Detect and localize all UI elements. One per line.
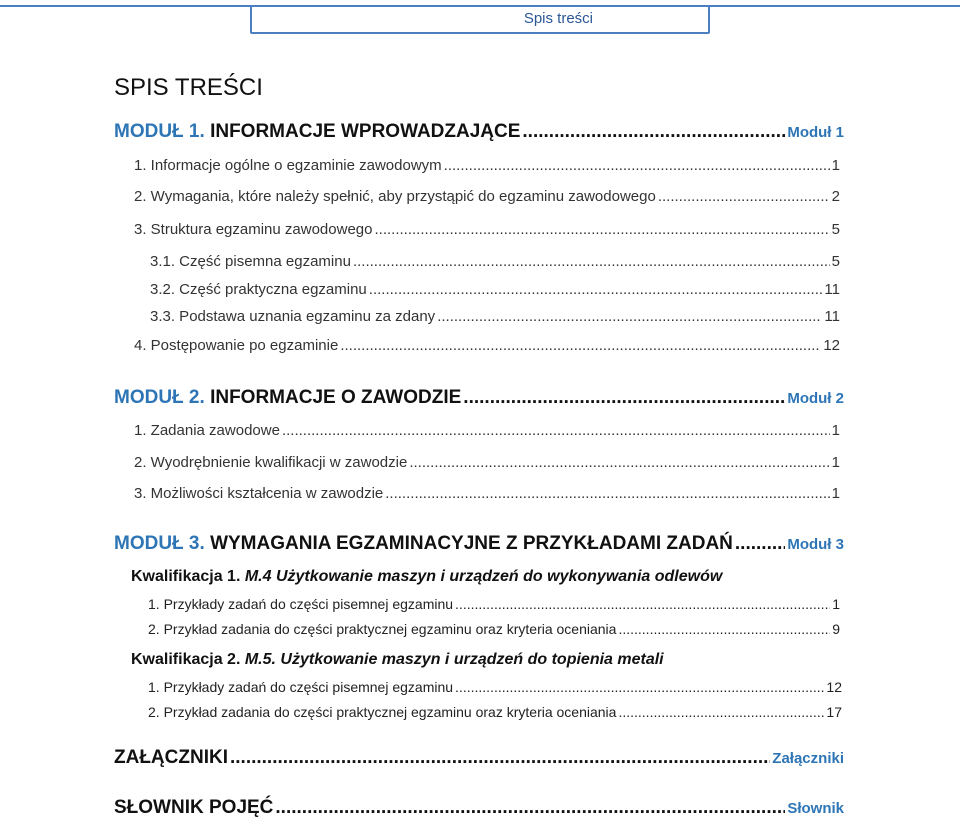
toc-item-label: 3. Struktura egzaminu zawodowego: [134, 221, 373, 238]
dot-leader: [230, 747, 770, 769]
toc-item-page: 2: [831, 188, 840, 205]
qualification-2-heading: [131, 651, 664, 669]
module-1-prefix: MODUŁ 1.: [114, 121, 205, 142]
toc-item[interactable]: [134, 422, 840, 439]
dot-leader: [374, 221, 829, 238]
page-title: SPIS TREŚCI: [114, 74, 263, 101]
toc-item[interactable]: [148, 596, 840, 612]
toc-item-page: 1: [831, 422, 840, 439]
module-3-page: Moduł 3: [787, 536, 844, 553]
toc-item-page: 1: [831, 157, 840, 174]
toc-item-page: 9: [832, 621, 840, 637]
toc-item[interactable]: [148, 679, 842, 695]
dot-leader: [282, 422, 830, 439]
toc-item-label: 3.3. Podstawa uznania egzaminu za zdany: [150, 308, 436, 325]
dot-leader: [369, 281, 823, 298]
dot-leader: [618, 704, 824, 720]
toc-item-label: 3.2. Część praktyczna egzaminu: [150, 281, 367, 298]
toc-module-1[interactable]: [114, 121, 844, 143]
toc-item[interactable]: [148, 704, 842, 720]
toc-item-label: 1. Zadania zawodowe: [134, 422, 280, 439]
qualification-1-code: M.4: [244, 568, 272, 585]
toc-item[interactable]: [150, 253, 840, 270]
dot-leader: [618, 621, 830, 637]
dot-leader: [463, 387, 785, 409]
qualification-2-title: Użytkowanie maszyn i urządzeń do topienia metali: [280, 651, 664, 668]
module-1-page: Moduł 1: [787, 124, 844, 141]
qualification-1-title: Użytkowanie maszyn i urządzeń do wykonywania odlewów: [275, 568, 723, 585]
header-rule-left: [0, 5, 250, 7]
toc-item[interactable]: [150, 308, 840, 325]
toc-item-label: 3.1. Część pisemna egzaminu: [150, 253, 351, 270]
module-2-page: Moduł 2: [787, 390, 844, 407]
toc-item-label: 1. Przykłady zadań do części pisemnej egzaminu: [148, 679, 454, 695]
toc-item-page: 5: [831, 253, 840, 270]
module-3-prefix: MODUŁ 3.: [114, 533, 205, 554]
attachments-page: Załączniki: [772, 750, 844, 767]
header-rule-right: [710, 5, 960, 7]
toc-item[interactable]: [134, 337, 840, 354]
toc-item-page: 1: [831, 454, 840, 471]
toc-item[interactable]: [134, 188, 840, 205]
dot-leader: [455, 679, 824, 695]
toc-item-page: 11: [824, 308, 840, 325]
dot-leader: [455, 596, 830, 612]
toc-item-page: 1: [831, 485, 840, 502]
toc-item-label: 2. Wymagania, które należy spełnić, aby przystąpić do egzaminu zawodowego: [134, 188, 656, 205]
toc-item-page: 17: [826, 704, 842, 720]
toc-item-label: 2. Wyodrębnienie kwalifikacji w zawodzie: [134, 454, 408, 471]
header-title: Spis treści: [523, 10, 593, 27]
dot-leader: [735, 533, 785, 555]
toc-item-label: 2. Przykład zadania do części praktycznej egzaminu oraz kryteria oceniania: [148, 704, 617, 720]
dot-leader: [437, 308, 822, 325]
module-1-title: INFORMACJE WPROWADZAJĄCE: [210, 121, 521, 142]
module-2-title: INFORMACJE O ZAWODZIE: [210, 387, 462, 408]
toc-item[interactable]: [150, 281, 840, 298]
dot-leader: [444, 157, 830, 174]
qualification-2-code: M.5.: [244, 651, 276, 668]
dot-leader: [658, 188, 830, 205]
dot-leader: [385, 485, 829, 502]
toc-module-3[interactable]: [114, 533, 844, 555]
toc-item-page: 1: [832, 596, 840, 612]
toc-item[interactable]: [134, 157, 840, 174]
toc-item[interactable]: [134, 485, 840, 502]
toc-item-label: 4. Postępowanie po egzaminie: [134, 337, 339, 354]
toc-item-page: 12: [823, 337, 840, 354]
toc-item-page: 11: [824, 281, 840, 298]
qualification-2-prefix: Kwalifikacja 2.: [131, 651, 241, 668]
toc-item-page: 12: [826, 679, 842, 695]
toc-item[interactable]: [134, 454, 840, 471]
toc-item[interactable]: [134, 221, 840, 238]
glossary-label: SŁOWNIK POJĘĆ: [114, 797, 274, 818]
glossary-page: Słownik: [787, 800, 844, 817]
dot-leader: [353, 253, 830, 270]
toc-module-2[interactable]: [114, 387, 844, 409]
toc-item-label: 2. Przykład zadania do części praktycznej egzaminu oraz kryteria oceniania: [148, 621, 617, 637]
dot-leader: [275, 797, 785, 819]
dot-leader: [522, 121, 785, 143]
qualification-1-prefix: Kwalifikacja 1.: [131, 568, 241, 585]
toc-item-page: 5: [831, 221, 840, 238]
toc-item-label: 1. Przykłady zadań do części pisemnej egzaminu: [148, 596, 454, 612]
toc-attachments[interactable]: [114, 747, 844, 769]
toc-item-label: 3. Możliwości kształcenia w zawodzie: [134, 485, 384, 502]
module-2-prefix: MODUŁ 2.: [114, 387, 205, 408]
toc-glossary[interactable]: [114, 797, 844, 819]
module-3-title: WYMAGANIA EGZAMINACYJNE Z PRZYKŁADAMI ZADAŃ: [210, 533, 733, 554]
dot-leader: [340, 337, 821, 354]
dot-leader: [409, 454, 829, 471]
toc-item[interactable]: [148, 621, 840, 637]
attachments-label: ZAŁĄCZNIKI: [114, 747, 228, 768]
qualification-1-heading: [131, 568, 722, 586]
toc-item-label: 1. Informacje ogólne o egzaminie zawodowym: [134, 157, 442, 174]
